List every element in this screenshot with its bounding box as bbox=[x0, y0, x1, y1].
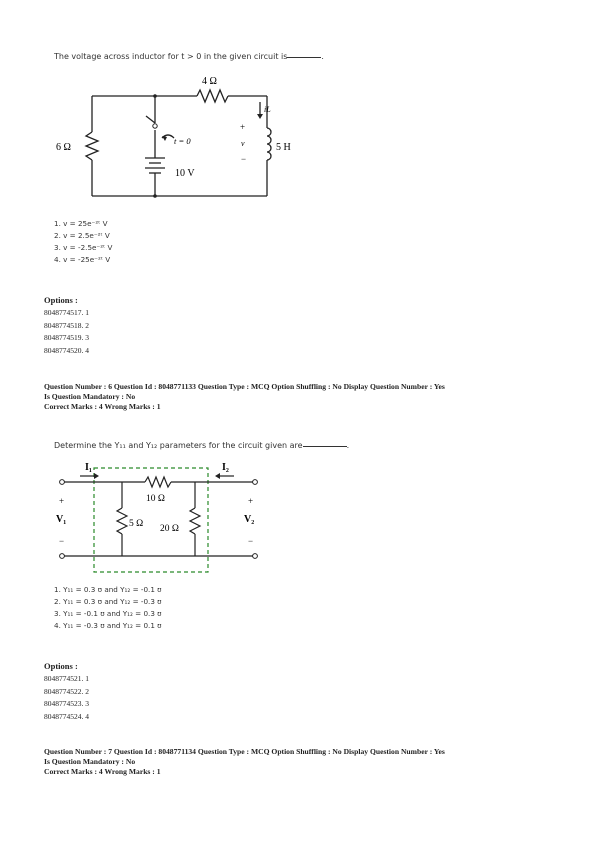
q6-r-top-label: 10 Ω bbox=[146, 494, 165, 504]
q5-voltage-label: v bbox=[241, 139, 245, 148]
q5-choice-4: 4. v = -25e⁻²ᵗ V bbox=[54, 255, 111, 264]
q5-r-left-label: 6 Ω bbox=[56, 142, 71, 153]
q6-option-id-2: 8048774522. 2 bbox=[44, 686, 89, 696]
q6-circuit-diagram bbox=[50, 456, 265, 576]
q5-option-id-4: 8048774520. 4 bbox=[44, 345, 89, 355]
q6-v1-label: V₁ bbox=[56, 514, 67, 525]
q6-question-text: Determine the Y₁₁ and Y₁₂ parameters for the circuit given are . bbox=[54, 441, 350, 450]
q5-current-label: iL bbox=[264, 105, 271, 114]
q6-r-right-label: 20 Ω bbox=[160, 524, 179, 534]
q5-r-top-label: 4 Ω bbox=[202, 76, 217, 87]
q6-i2-label: I₂ bbox=[222, 462, 229, 473]
q5-choice-3: 3. v = -2.5e⁻²ᵗ V bbox=[54, 243, 113, 252]
q6-option-id-4: 8048774524. 4 bbox=[44, 711, 89, 721]
q6-choice-4: 4. Y₁₁ = -0.3 ʊ and Y₁₂ = 0.1 ʊ bbox=[54, 621, 162, 630]
q6-i1-label: I₁ bbox=[85, 462, 92, 473]
q6-choice-1: 1. Y₁₁ = 0.3 ʊ and Y₁₂ = -0.1 ʊ bbox=[54, 585, 162, 594]
q5-option-id-3: 8048774519. 3 bbox=[44, 333, 89, 342]
q7-meta-line-3: Correct Marks : 4 Wrong Marks : 1 bbox=[44, 767, 161, 776]
q6-meta-line-3: Correct Marks : 4 Wrong Marks : 1 bbox=[44, 402, 161, 411]
q5-option-id-list bbox=[44, 307, 89, 357]
q6-v1-minus: − bbox=[59, 536, 65, 546]
q5-switch-label: t = 0 bbox=[174, 136, 191, 146]
q5-choice-list bbox=[54, 218, 112, 266]
q5-choice-1: 1. v = 25e⁻²ᵗ V bbox=[54, 219, 108, 228]
q6-meta-line-1: Question Number : 6 Question Id : 8048771133 Question Type : MCQ Option Shuffling : No Display Question Number : Yes bbox=[44, 382, 445, 391]
q5-plus-sign: + bbox=[240, 122, 246, 132]
q5-option-id-1: 8048774517. 1 bbox=[44, 308, 89, 317]
q5-minus-sign: − bbox=[241, 154, 247, 164]
q6-option-id-3: 8048774523. 3 bbox=[44, 699, 89, 708]
q5-options-heading: Options : bbox=[44, 295, 78, 305]
q6-meta-line-2: Is Question Mandatory : No bbox=[44, 392, 136, 401]
q5-inductor-label: 5 H bbox=[276, 142, 291, 153]
q5-choice-2: 2. v = 2.5e⁻²ᵗ V bbox=[54, 231, 110, 240]
q7-meta-header bbox=[44, 747, 445, 777]
q5-option-id-2: 8048774518. 2 bbox=[44, 320, 89, 330]
q6-choice-list bbox=[54, 584, 162, 632]
q5-circuit-diagram bbox=[52, 68, 342, 208]
q5-source-label: 10 V bbox=[175, 168, 195, 179]
q6-r-left-label: 5 Ω bbox=[129, 519, 144, 529]
q6-meta-header bbox=[44, 382, 445, 412]
q6-choice-3: 3. Y₁₁ = -0.1 ʊ and Y₁₂ = 0.3 ʊ bbox=[54, 609, 162, 618]
q6-v2-plus: + bbox=[248, 496, 254, 506]
q6-option-id-1: 8048774521. 1 bbox=[44, 674, 89, 683]
q6-v2-minus: − bbox=[248, 536, 254, 546]
q6-option-id-list bbox=[44, 673, 89, 723]
q6-choice-2: 2. Y₁₁ = 0.3 ʊ and Y₁₂ = -0.3 ʊ bbox=[54, 597, 162, 606]
q5-question-text: The voltage across inductor for t > 0 in the given circuit is . bbox=[54, 52, 324, 61]
q6-v2-label: V₂ bbox=[244, 514, 255, 525]
q7-meta-line-2: Is Question Mandatory : No bbox=[44, 757, 136, 766]
q6-v1-plus: + bbox=[59, 496, 65, 506]
q7-meta-line-1: Question Number : 7 Question Id : 8048771134 Question Type : MCQ Option Shuffling : No Display Question Number : Yes bbox=[44, 747, 445, 756]
q6-options-heading: Options : bbox=[44, 661, 78, 671]
